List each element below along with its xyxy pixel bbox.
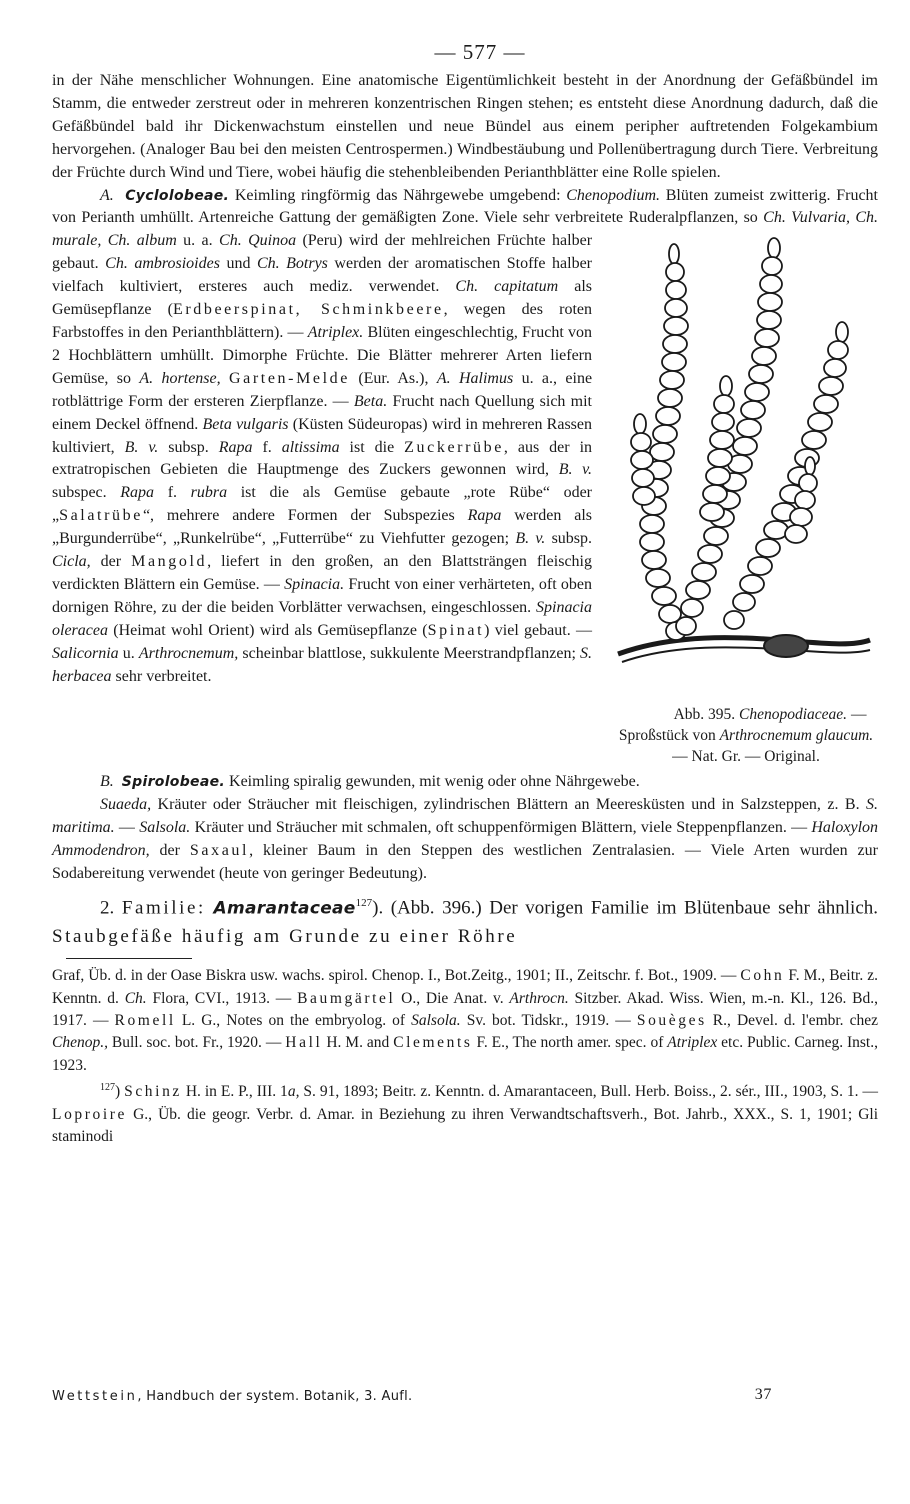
- section-a-cyclolobeae: A. Cyclolobeae. Keimling ringförmig das Nährgewebe umgebend: Chenopodium. Blüten zumeist zwitterig. Frucht von Perianth umhüllt. Artenreiche Gattung der gemäßigten Zone. Viele sehr verbreitete Ruderalpflanzen, so Abb. 395. Chenopodiaceae. — Sproßstück von Arthrocnemum glaucum. — Nat. Gr. — Original. Ch. Vulvaria, Ch. murale, Ch. album u. a. Ch. Quinoa (Peru) wird der mehlreichen Früchte halber gebaut. Ch. ambrosioides und Ch. Botrys werden der aromatischen Stoffe halber vielfach kultiviert, ersteres auch mediz. verwendet. Ch. capitatum als Gemüsepflanze (Erdbeerspinat, Schminkbeere, wegen des roten Farbstoffes in den Perianthblättern). — Atriplex. Blüten eingeschlechtig, Frucht von 2 Hochblättern umhüllt. Dimorphe Früchte. Die Blätter mehrerer Arten liefern Gemüse, so A. hortense, Garten-Melde (Eur. As.), A. Halimus u. a., eine rotblättrige Form der ersteren Zierpflanze. — Beta. Frucht nach Quellung sich mit einem Deckel öffnend. Beta vulgaris (Küsten Südeuropas) wird in mehreren Rassen kultiviert, B. v. subsp. Rapa f. altissima ist die Zuckerrübe, aus der in extratropischen Gebieten die Hauptmenge des Zuckers gewonnen wird, B. v. subspec. Rapa f. rubra ist die als Gemüse gebaute „rote Rübe“ oder „Salatrübe“, mehrere andere Formen der Subspezies Rapa werden als „Burgunderrübe“, „Runkelrübe“, „Futterrübe“ zu Viehfutter gezogen; B. v. subsp. Cicla, der Mangold, liefert in den großen, an den Blattsträngen fleischig verdickten Blättern ein Gemüse. — Spinacia. Frucht von einer verhärteten, oft oben dornigen Röhre, zu der die beiden Vorblätter verwachsen, eingeschlossen. Spinacia oleracea (Heimat wohl Orient) wird als Gemüsepflanze (Spinat) viel gebaut. — Salicornia u. Arthrocnemum, scheinbar blattlose, sukkulente Meerstrandpflanzen; S. herbacea sehr verbreitet.: [52, 186, 879, 766]
- book-page: [52, 40, 878, 1149]
- figure-arthrocnemum: [614, 236, 878, 767]
- footnote-rule: [66, 958, 192, 959]
- family-amarantaceae: 2. Familie: Amarantaceae$^{127}$). (Abb. 396.) Der vorigen Familie im Blütenbaue sehr ähnlich. Staubgefäße häufig am Grunde zu einer Röhre: [52, 896, 879, 947]
- page-number: — 577 —: [434, 40, 526, 64]
- intro-paragraph: in der Nähe menschlicher Wohnungen. Eine anatomische Eigentümlichkeit besteht in der Anordnung der Gefäßbündel im Stamm, die entweder zerstreut oder in mehreren konzentrischen Ringen stehen; es entsteht diese Anordnung dadurch, daß die Gefäßbündel bald ihr Dickenwachstum einstellen und neue Bündel aus einem peripher auftretenden Folgekambium hervorgehen. (Analoger Bau bei den meisten Centrospermen.) Windbestäubung und Pollenübertragung durch Tiere. Verbreitung der Früchte durch Wind und Tiere, wobei häufig die stehenbleibenden Perianthblätter eine Rolle spielen.: [52, 72, 878, 181]
- figure-caption: Abb. 395. Chenopodiaceae. — Sproßstück von Arthrocnemum glaucum. — Nat. Gr. — Original.: [618, 706, 874, 766]
- plant-illustration: [614, 236, 872, 692]
- section-b-genera: Suaeda, Kräuter oder Sträucher mit fleischigen, zylindrischen Blättern an Meeresküsten und in Salzsteppen, z. B. S. maritima. — Salsola. Kräuter und Sträucher mit schmalen, oft schuppenförmigen Blättern, viele Steppenpflanzen. — Haloxylon Ammodendron, der Saxaul, kleiner Baum in den Steppen des westlichen Zentralasien. — Viele Arten wurden zur Sodabereitung verwendet (heute von geringer Bedeutung).: [52, 796, 879, 882]
- page-footer: [52, 1386, 772, 1405]
- section-b-spirolobeae: B. Spirolobeae. Keimling spiralig gewunden, mit wenig oder ohne Nährgewebe.: [100, 773, 640, 791]
- sheet-number: 37: [754, 1386, 772, 1403]
- footnote-126-continued: Graf, Üb. d. in der Oase Biskra usw. wachs. spirol. Chenop. I., Bot.Zeitg., 1901; II., Zeitschr. f. Bot., 1909. — Cohn F. M., Beitr. z. Kenntn. d. Ch. Flora, CVI., 1913. — Baumgärtel O., Die Anat. v. Arthrocn. Sitzber. Akad. Wiss. Wien, m.-n. Kl., 126. Bd., 1917. — Romell L. G., Notes on the embryolog. of Salsola. Sv. bot. Tidskr., 1919. — Souèges R., Devel. d. l'embr. chez Chenop., Bull. soc. bot. Fr., 1920. — Hall H. M. and Clements F. E., The north amer. spec. of Atriplex etc. Public. Carneg. Inst., 1923.: [52, 967, 879, 1074]
- book-reference: Wettstein, Handbuch der system. Botanik, 3. Aufl.: [52, 1389, 413, 1404]
- footnote-127: $^{127}$) Schinz H. in E. P., III. 1a, S. 91, 1893; Beitr. z. Kenntn. d. Amarantaceen, Bull. Herb. Boiss., 2. sér., III., 1903, S. 1. — Loproire G., Üb. die geogr. Verbr. d. Amar. in Beziehung zu ihren Verwandtschaftsverh., Bot. Jahrb., XXX., S. 1, 1901; Gli staminodi: [52, 1082, 878, 1146]
- footnotes: [52, 965, 878, 1148]
